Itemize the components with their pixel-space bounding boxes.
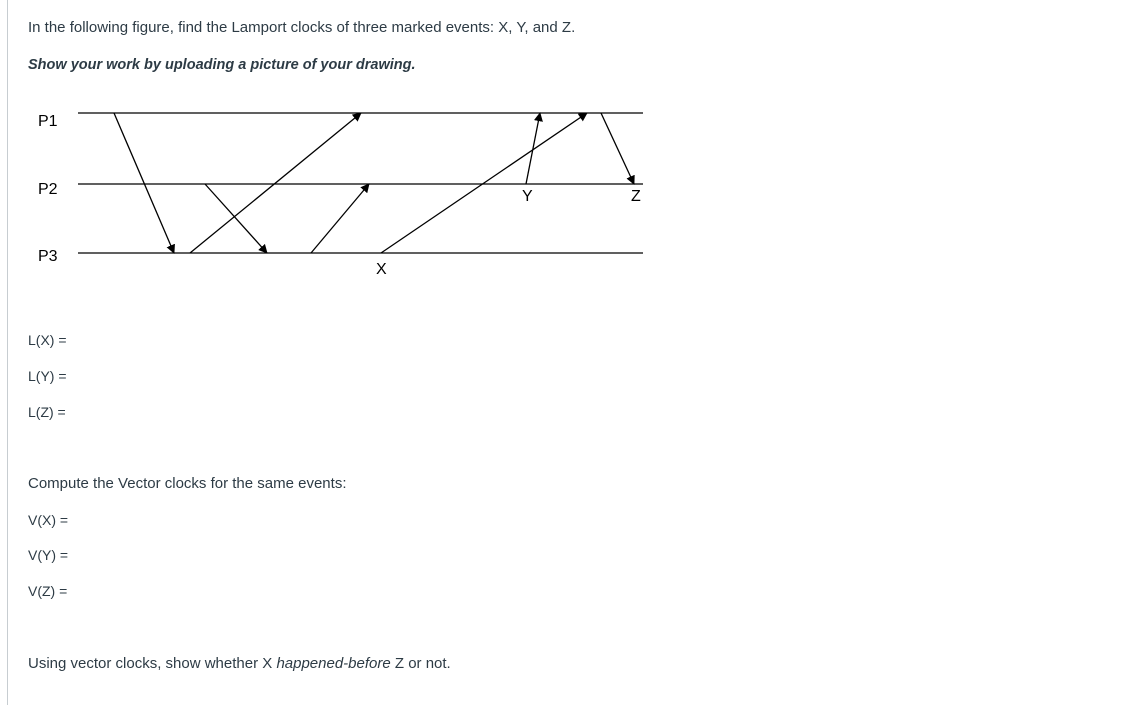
vector-y-label: V(Y) = — [28, 547, 69, 563]
happened-before-text-start: Using vector clocks, show whether X — [28, 655, 277, 672]
message-arrow — [381, 113, 587, 253]
event-label-y: Y — [522, 188, 533, 205]
lamport-x-label: L(X) = — [28, 332, 67, 348]
message-arrow — [526, 113, 540, 184]
happened-before-question — [28, 655, 451, 673]
process-label-p2: P2 — [38, 181, 58, 198]
question-instruction: Show your work by uploading a picture of your drawing. — [28, 57, 416, 73]
content-left-border — [7, 0, 8, 705]
message-arrow — [205, 184, 267, 253]
event-label-z: Z — [631, 188, 641, 205]
vector-intro: Compute the Vector clocks for the same events: — [28, 475, 347, 492]
space-time-diagram — [30, 100, 650, 280]
lamport-y-label: L(Y) = — [28, 368, 67, 384]
happened-before-term: happened-before — [276, 655, 391, 672]
message-arrow — [114, 113, 174, 253]
process-label-p3: P3 — [38, 248, 58, 265]
event-label-x: X — [376, 261, 387, 278]
vector-x-label: V(X) = — [28, 512, 69, 528]
lamport-z-label: L(Z) = — [28, 404, 66, 420]
question-prompt: In the following figure, find the Lamport clocks of three marked events: X, Y, and Z. — [28, 19, 576, 36]
vector-z-label: V(Z) = — [28, 583, 68, 599]
happened-before-text-end: Z or not. — [390, 655, 451, 672]
process-label-p1: P1 — [38, 113, 58, 130]
message-arrow — [311, 184, 369, 253]
message-arrow — [601, 113, 634, 184]
message-arrow — [190, 113, 361, 253]
